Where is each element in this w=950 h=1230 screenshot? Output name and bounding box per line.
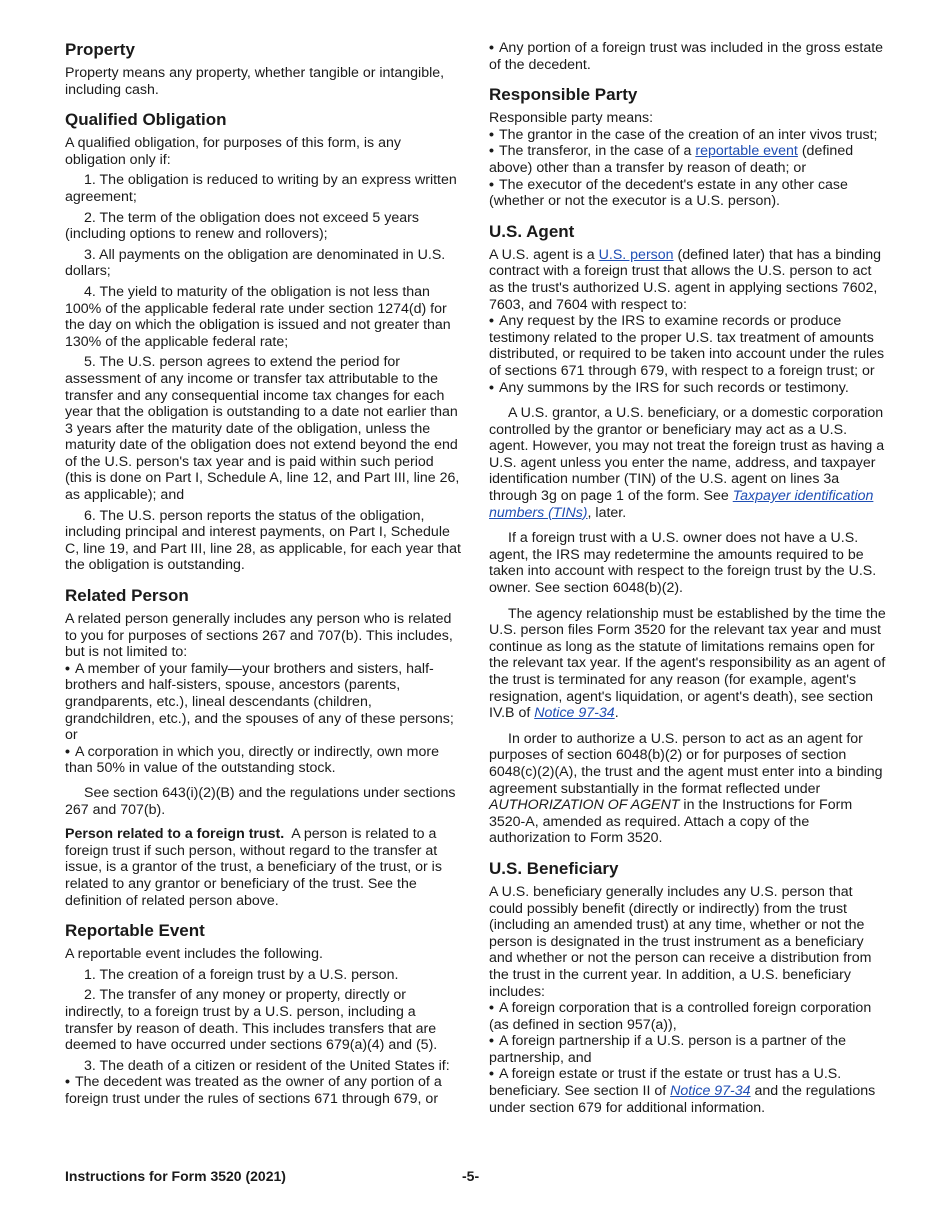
heading-responsible-party: Responsible Party [489, 85, 638, 105]
property-text: Property means any property, whether tangible or intangible, including cash. [65, 65, 445, 98]
bullet-icon: • [489, 379, 494, 396]
qualified-item-4: 4. The yield to maturity of the obligation is not less than 100% of the applicable federal rate under section 1274(d) for the day on which the obligation is issued and not greater than 130% of the applicable federal rate; [65, 283, 451, 350]
bullet-icon: • [489, 1033, 494, 1050]
heading-us-beneficiary: U.S. Beneficiary [489, 858, 619, 878]
bullet-icon: • [65, 660, 70, 677]
reportable-item-2: 2. The transfer of any money or property, directly or indirectly, to a foreign trust by a U.S. person, including a transfer by reason of death. This includes transfers that are deemed to have occurred under sections 679(a)(4) and (5). [65, 987, 438, 1054]
footer-title: Instructions for Form 3520 (2021) [65, 1168, 286, 1184]
heading-reportable-event: Reportable Event [65, 921, 205, 941]
qualified-intro: A qualified obligation, for purposes of this form, is any obligation only if: [65, 135, 401, 168]
bullet-icon: • [65, 743, 70, 760]
reportable-item-3: 3. The death of a citizen or resident of the United States if: [84, 1057, 450, 1074]
reportable-intro: A reportable event includes the following. [65, 946, 323, 963]
related-intro: A related person generally includes any person who is related to you for purposes of sections 267 and 707(b). This includes, but is not limited to: [65, 611, 453, 661]
related-bullet-2: • A corporation in which you, directly or indirectly, own more than 50% in value of the outstanding stock. [65, 743, 440, 777]
bullet-icon: • [489, 143, 494, 160]
reportable-item-1: 1. The creation of a foreign trust by a U.S. person. [84, 966, 399, 983]
bullet-icon: • [489, 40, 494, 56]
bullet-icon: • [489, 176, 494, 193]
tin-link[interactable]: Taxpayer identification numbers (TINs) [489, 488, 874, 521]
qualified-item-2: 2. The term of the obligation does not exceed 5 years (including options to renew and rollovers); [65, 209, 419, 243]
bullet-icon: • [489, 126, 494, 143]
agent-paragraph-4: In order to authorize a U.S. person to act as an agent for purposes of section 6048(b)(2) or for purposes of section 6048(c)(2)(A), the trust and the agent must enter into a binding agreement substantially in the format reflected under AUTHORIZATION OF AGENT in the Instructions for Form 3520-A, amended as required. Attach a copy of the authorization to Form 3520. [489, 730, 883, 847]
agent-bullet-1: • Any request by the IRS to examine records or produce testimony related to the proper U.S. tax treatment of amounts distributed, or required to be taken into account under the rules of sections 671 through 679, with respect to a foreign trust; or [489, 313, 885, 379]
continued-bullet: • Any portion of a foreign trust was included in the gross estate of the decedent. [489, 40, 884, 73]
right-column [489, 40, 887, 1116]
page-number: -5- [462, 1168, 480, 1184]
agent-paragraph-3: The agency relationship must be established by the time the U.S. person files Form 3520 for the relevant tax year and must continue as long as the statute of limitations remains open for the relevant tax year. If the agent's responsibility as an agent of the trust is terminated for any reason (for example, agent's resignation, agent's liquidation, or agent's death), see section IV.B of Notice 97-34. [489, 605, 886, 722]
related-bullet-1: • A member of your family—your brothers and sisters, half-brothers and half-sisters, spouse, ancestors (parents, grandparents, etc.), lineal descendants (children, grandchildren, etc.), and the spouses of any of these persons; or [65, 660, 454, 744]
responsible-bullet-3: • The executor of the decedent's estate in any other case (whether or not the executor is a U.S. person). [489, 176, 848, 210]
agent-bullet-2: • Any summons by the IRS for such records or testimony. [489, 379, 849, 396]
bullet-icon: • [489, 1000, 494, 1017]
related-foreign-trust: Person related to a foreign trust. A person is related to a foreign trust if such person, without regard to the transfer at issue, is a grantor of the trust, a beneficiary of the trust, or is related to any grantor or beneficiary of the trust. See the definition of related person above. [65, 826, 442, 909]
us-person-link[interactable]: U.S. person [598, 246, 674, 263]
qualified-item-3: 3. All payments on the obligation are denominated in U.S. dollars; [65, 246, 446, 280]
agent-intro: A U.S. agent is a U.S. person (defined later) that has a binding contract with a foreign trust that allows the U.S. person to act as the trust's authorized U.S. agent in applying sections 7602, 7603, and 7604 with respect to: [489, 246, 881, 313]
notice-97-34-link[interactable]: Notice 97-34 [534, 705, 615, 722]
agent-paragraph-2: If a foreign trust with a U.S. owner does not have a U.S. agent, the IRS may redetermine the amounts required to be taken into account with respect to the foreign trust by the U.S. owner. See section 6048(b)(2). [489, 530, 877, 597]
responsible-bullet-1: • The grantor in the case of the creation of an inter vivos trust; [489, 126, 878, 143]
heading-us-agent: U.S. Agent [489, 221, 575, 241]
qualified-item-6: 6. The U.S. person reports the status of the obligation, including principal and interest payments, on Part I, Schedule C, line 19, and Part III, line 28, as applicable, for each year that the obligation is outstanding. [65, 507, 461, 574]
reportable-event-link[interactable]: reportable event [695, 143, 798, 160]
heading-qualified-obligation: Qualified Obligation [65, 110, 227, 130]
heading-property: Property [65, 40, 135, 59]
related-see: See section 643(i)(2)(B) and the regulations under sections 267 and 707(b). [65, 784, 456, 818]
responsible-bullet-2: • The transferor, in the case of a reportable event (defined above) other than a transfer by reason of death; or [489, 143, 854, 176]
notice-97-34-link-2[interactable]: Notice 97-34 [670, 1083, 751, 1100]
heading-related-person: Related Person [65, 586, 189, 606]
beneficiary-bullet-1: • A foreign corporation that is a controlled foreign corporation (as defined in section 957(a)), [489, 1000, 872, 1033]
beneficiary-intro: A U.S. beneficiary generally includes any U.S. person that could possibly benefit (directly or indirectly) from the trust (including an amended trust) at any time, whether or not the person is designated in the trust instrument as a beneficiary and whether or not the person can receive a distribution from the trust in the current year. In addition, a U.S. beneficiary includes: [489, 883, 872, 1000]
reportable-bullet-1: • The decedent was treated as the owner of any portion of a foreign trust under the rules of sections 671 through 679, or [65, 1074, 442, 1107]
agent-paragraph-1: A U.S. grantor, a U.S. beneficiary, or a domestic corporation controlled by the grantor or beneficiary may act as a U.S. agent. However, you may not treat the foreign trust as having a U.S. agent unless you enter the name, address, and taxpayer identification number (TIN) of the U.S. agent on lines 3a through 3g on page 1 of the form. See Taxpayer identification numbers (TINs), later. [489, 405, 885, 521]
bullet-icon: • [489, 1066, 494, 1083]
qualified-item-5: 5. The U.S. person agrees to extend the period for assessment of any income or transfer tax attributable to the transfer and any consequential income tax changes for each year that the obligation is outstanding to a date not earlier than 3 years after the maturity date of the obligation, unless the maturity date of the obligation does not extend beyond the end of the U.S. person's tax year and is paid within such period (this is done on Part I, Schedule A, line 12, and Part III, line 26, as applicable); and [65, 354, 460, 504]
responsible-intro: Responsible party means: [489, 110, 654, 127]
runin-title: Person related to a foreign trust. [65, 826, 285, 843]
bullet-icon: • [65, 1074, 70, 1091]
bullet-icon: • [489, 313, 494, 330]
qualified-item-1: 1. The obligation is reduced to writing by an express written agreement; [65, 172, 457, 205]
beneficiary-bullet-3: • A foreign estate or trust if the estate or trust has a U.S. beneficiary. See section II of Notice 97-34 and the regulations under section 679 for additional information. [489, 1066, 876, 1116]
left-column [65, 40, 462, 1107]
beneficiary-bullet-2: • A foreign partnership if a U.S. person is a partner of the partnership, and [489, 1033, 846, 1066]
